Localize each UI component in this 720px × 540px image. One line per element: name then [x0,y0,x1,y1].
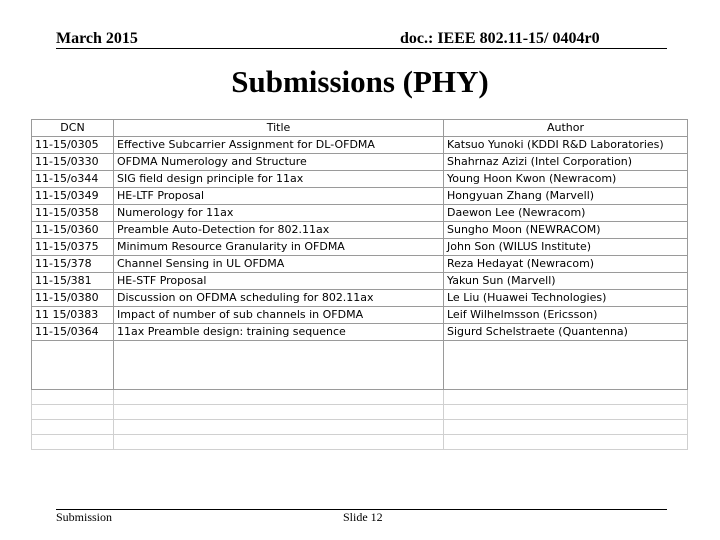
title-cell: Impact of number of sub channels in OFDMA [114,307,444,324]
table-row [32,222,688,239]
dcn-cell: 11-15/0330 [32,154,114,171]
author-cell: Sigurd Schelstraete (Quantenna) [444,324,688,341]
author-cell: Yakun Sun (Marvell) [444,273,688,290]
submissions-table [31,119,688,450]
title-cell: Channel Sensing in UL OFDMA [114,256,444,273]
dcn-cell: 11-15/o344 [32,171,114,188]
dcn-cell: 11-15/0305 [32,137,114,154]
table-row [32,154,688,171]
table-row [32,239,688,256]
header-date: March 2015 [56,30,138,47]
author-cell: John Son (WILUS Institute) [444,239,688,256]
header-divider [56,48,667,49]
author-cell: Daewon Lee (Newracom) [444,205,688,222]
dcn-cell: 11-15/378 [32,256,114,273]
header-doc-id: doc.: IEEE 802.11-15/ 0404r0 [400,30,600,47]
empty-cell [444,405,688,420]
empty-cell [114,435,444,450]
author-cell: Young Hoon Kwon (Newracom) [444,171,688,188]
table-row-blank [32,435,688,450]
empty-cell [444,420,688,435]
dcn-cell: 11 15/0383 [32,307,114,324]
table-row [32,188,688,205]
table-row [32,137,688,154]
title-cell: Effective Subcarrier Assignment for DL-OFDMA [114,137,444,154]
empty-cell [32,405,114,420]
empty-cell [114,420,444,435]
table-row-blank [32,405,688,420]
title-cell: OFDMA Numerology and Structure [114,154,444,171]
empty-cell [32,390,114,405]
table-row [32,324,688,341]
empty-cell [114,341,444,390]
table-row [32,171,688,188]
empty-cell [114,405,444,420]
column-header-title: Title [114,120,444,137]
author-cell: Le Liu (Huawei Technologies) [444,290,688,307]
empty-cell [114,390,444,405]
empty-cell [32,420,114,435]
dcn-cell: 11-15/0360 [32,222,114,239]
table-row-blank [32,341,688,390]
dcn-cell: 11-15/0349 [32,188,114,205]
title-cell: HE-STF Proposal [114,273,444,290]
empty-cell [32,341,114,390]
author-cell: Sungho Moon (NEWRACOM) [444,222,688,239]
title-cell: Discussion on OFDMA scheduling for 802.11ax [114,290,444,307]
title-cell: HE-LTF Proposal [114,188,444,205]
table-row [32,256,688,273]
slide-number: Slide 12 [343,510,383,524]
column-header-author: Author [444,120,688,137]
empty-cell [32,435,114,450]
title-cell: Minimum Resource Granularity in OFDMA [114,239,444,256]
dcn-cell: 11-15/0380 [32,290,114,307]
author-cell: Reza Hedayat (Newracom) [444,256,688,273]
column-header-dcn: DCN [32,120,114,137]
table-row [32,290,688,307]
dcn-cell: 11-15/0358 [32,205,114,222]
empty-cell [444,435,688,450]
author-cell: Leif Wilhelmsson (Ericsson) [444,307,688,324]
table-row-blank [32,390,688,405]
dcn-cell: 11-15/0375 [32,239,114,256]
dcn-cell: 11-15/0364 [32,324,114,341]
dcn-cell: 11-15/381 [32,273,114,290]
table-row [32,205,688,222]
title-cell: Preamble Auto-Detection for 802.11ax [114,222,444,239]
author-cell: Hongyuan Zhang (Marvell) [444,188,688,205]
author-cell: Shahrnaz Azizi (Intel Corporation) [444,154,688,171]
page-title: Submissions (PHY) [231,64,489,99]
table-row [32,307,688,324]
empty-cell [444,390,688,405]
title-cell: Numerology for 11ax [114,205,444,222]
table-header-row [32,120,688,137]
title-cell: SIG field design principle for 11ax [114,171,444,188]
author-cell: Katsuo Yunoki (KDDI R&D Laboratories) [444,137,688,154]
empty-cell [444,341,688,390]
title-cell: 11ax Preamble design: training sequence [114,324,444,341]
table-row [32,273,688,290]
footer-label: Submission [56,510,113,524]
table-row-blank [32,420,688,435]
